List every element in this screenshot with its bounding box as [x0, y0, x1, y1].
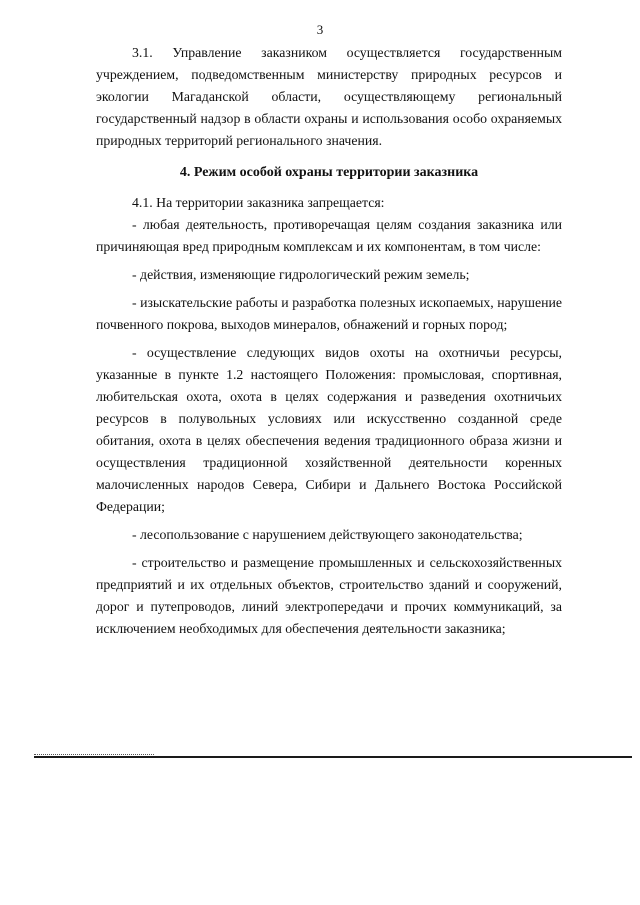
prohibition-item-2: - действия, изменяющие гидрологический режим земель; — [132, 267, 470, 282]
section-heading-4: 4. Режим особой охраны территории заказника — [179, 165, 479, 180]
prohibition-item-5: - лесопользование с нарушением действующего законодательства; — [132, 527, 523, 542]
paragraph-4-1: 4.1. На территории заказника запрещается: — [132, 195, 385, 210]
document-body — [96, 42, 562, 640]
scan-edge-dots — [34, 754, 154, 755]
prohibition-item-3: - изыскательские работы и разработка полезных ископаемых, нарушение почвенного покрова, выходов минералов, обнажений и горных пород; — [96, 295, 562, 332]
prohibition-item-4: - осуществление следующих видов охоты на охотничьи ресурсы, указанные в пункте 1.2 настоящего Положения: промысловая, спортивная, любительская охота, охота в целях содержания и разведения охотничьих ресурсов в полувольных условиях или искусственно созданной среде обитания, охота в целях обеспечения ведения традиционного образа жизни и осуществления традиционной хозяйственной деятельности коренных малочисленных народов Севера, Сибири и Дальнего Востока Российской Федерации; — [96, 345, 562, 514]
prohibition-item-6: - строительство и размещение промышленных и сельскохозяйственных предприятий и их отдельных объектов, строительство зданий и сооружений, дорог и путепроводов, линий электропередачи и прочих коммуникаций, за исключением необходимых для обеспечения деятельности заказника; — [96, 555, 562, 636]
scan-edge-line — [34, 756, 632, 758]
prohibition-item-1: - любая деятельность, противоречащая целям создания заказника или причиняющая вред природным комплексам и их компонентам, в том числе: — [96, 217, 562, 254]
paragraph-3-1: 3.1. Управление заказником осуществляется государственным учреждением, подведомственным министерству природных ресурсов и экологии Магаданской области, осуществляющему региональный государственный надзор в области охраны и использования особо охраняемых природных территорий регионального значения. — [96, 45, 562, 148]
page-number: 3 — [316, 22, 324, 37]
